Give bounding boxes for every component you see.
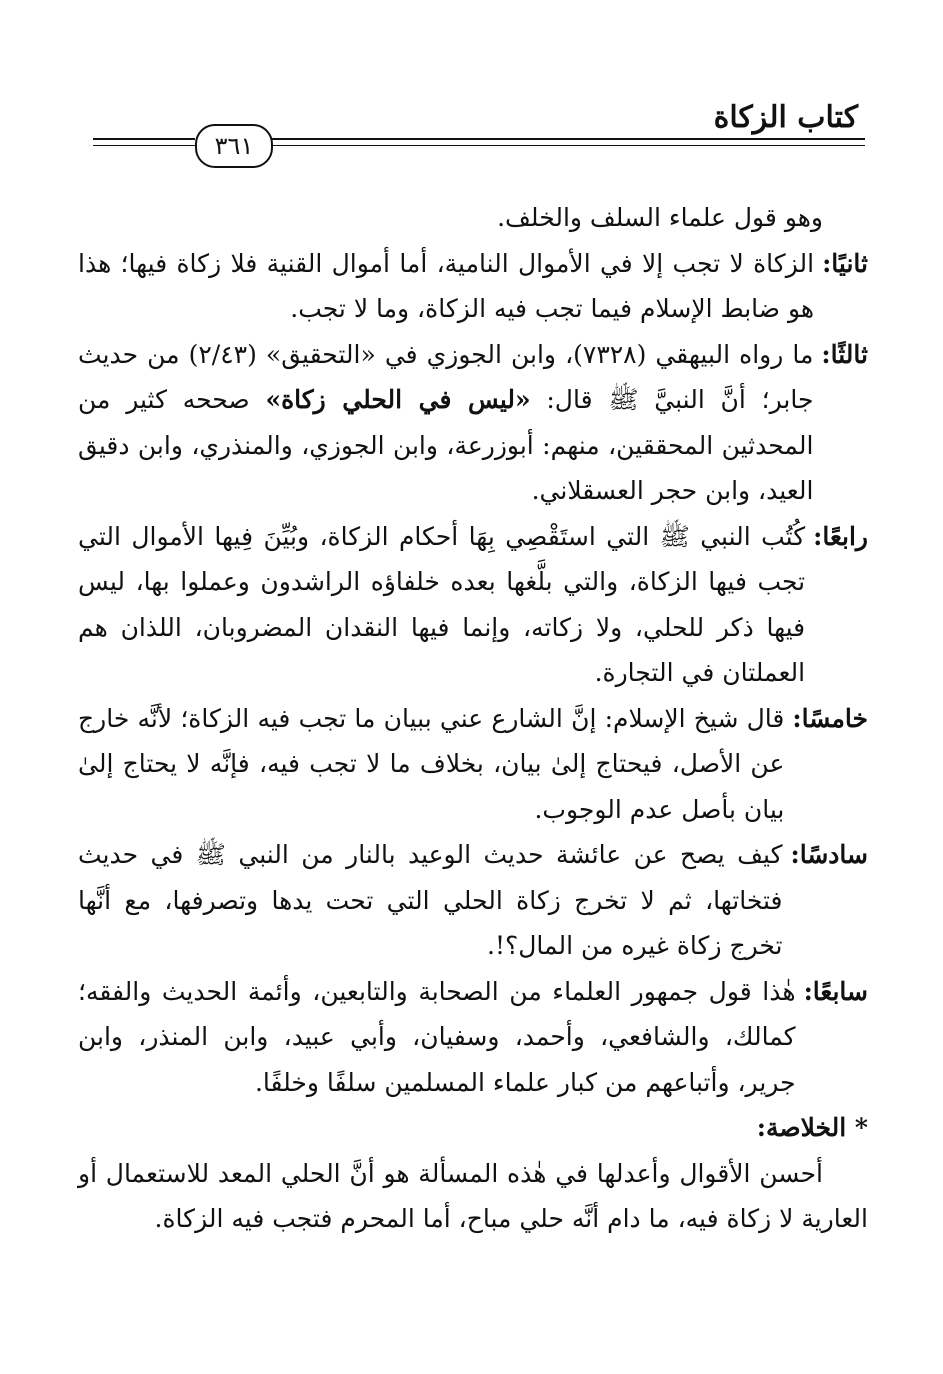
point-text: كُتُب النبي ﷺ التي استَقْصِي بِهَا أحكام الزكاة، وبُيِّنَ فِيها الأموال التي تجب فيها الزكاة، والتي بلَّغها بعده خلفاؤه الراشدون وعملوا بها، ليس فيها ذكر للحلي، ولا زكاته، وإنما فيها النقدان المضروبان، اللذان هم العملتان في التجارة.: [78, 521, 806, 687]
point-4: [78, 514, 868, 696]
point-text: قال شيخ الإسلام: إنَّ الشارع عني ببيان ما تجب فيه الزكاة؛ لأنَّه خارج عن الأصل، فيحتاج إلىٰ بيان، بخلاف ما لا تجب فيه، فإنَّه لا يحتاج إلىٰ بيان بأصل عدم الوجوب.: [78, 703, 785, 824]
point-text: كيف يصح عن عائشة حديث الوعيد بالنار من النبي ﷺ في حديث فتخاتها، ثم لا تخرج زكاة الحلي التي تحت يدها وتصرفها، مع أنَّها تخرج زكاة غيره من المال؟!.: [78, 840, 783, 960]
point-label: سادسًا:: [790, 840, 868, 869]
summary-text: أحسن الأقوال وأعدلها في هٰذه المسألة هو أنَّ الحلي المعد للاستعمال أو العارية لا زكاة فيه، ما دام أنَّه حلي مباح، أما المحرم فتجب فيه الزكاة.: [78, 1158, 868, 1233]
page-body: [78, 195, 868, 1242]
point-text: هٰذا قول جمهور العلماء من الصحابة والتابعين، وأئمة الحديث والفقه؛ كمالك، والشافعي، وأحمد، وسفيان، وأبي عبيد، وابن المنذر، وابن جرير، وأتباعهم من كبار علماء المسلمين سلفًا وخلفًا.: [78, 976, 796, 1097]
header-rule-left-bottom: [93, 145, 195, 146]
point-label: ثالثًا:: [821, 339, 868, 369]
header-rule-left-top: [93, 138, 195, 140]
header-rule-right-bottom: [269, 145, 865, 146]
point-6: [78, 832, 868, 969]
running-header-title: كتاب الزكاة: [713, 100, 858, 135]
point-text: الزكاة لا تجب إلا في الأموال النامية، أما أموال القنية فلا زكاة فيها؛ هذا هو ضابط الإسلام فيما تجب فيه الزكاة، وما لا تجب.: [78, 248, 815, 323]
point-2: [78, 241, 868, 332]
point-3: [78, 332, 868, 514]
page-number: ٣٦١: [195, 124, 273, 168]
point-label: رابعًا:: [813, 521, 868, 551]
point-text: [78, 332, 813, 514]
point-7: [78, 969, 868, 1106]
summary-heading: * الخلاصة:: [756, 1113, 868, 1142]
point-label: ثانيًا:: [822, 248, 868, 278]
point-text-after: صححه كثير من المحدثين المحققين، منهم: أبوزرعة، وابن الجوزي، والمنذري، وابن دقيق العيد، وابن حجر العسقلاني.: [78, 385, 814, 505]
point-label: سابعًا:: [803, 976, 868, 1006]
intro-paragraph: وهو قول علماء السلف والخلف.: [497, 203, 823, 232]
hadith-quote: «ليس في الحلي زكاة»: [265, 385, 531, 414]
point-5: [78, 696, 868, 833]
header-rule-right-top: [269, 138, 865, 140]
point-label: خامسًا:: [792, 703, 868, 733]
point-text-before: ما رواه البيهقي (٧٣٢٨)، وابن الجوزي في «التحقيق» (٢/٤٣) من حديث جابر؛ أنَّ النبيَّ ﷺ قال:: [78, 339, 814, 414]
